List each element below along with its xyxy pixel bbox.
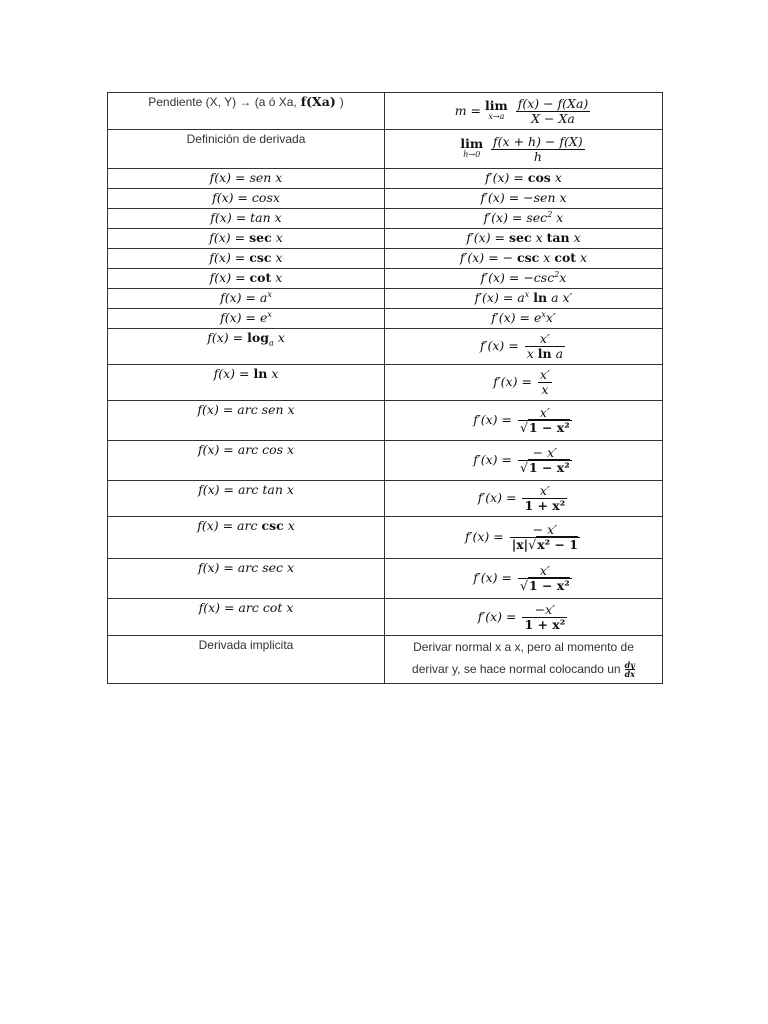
formula-bold: cot [554, 250, 577, 265]
formula-bold: csc [249, 250, 272, 265]
table-row [108, 93, 663, 130]
formula-part: f′(x) = [477, 490, 517, 505]
implicit-text-line2: derivar y, se hace normal colocando un [412, 662, 621, 676]
formula-part: f′(x) = −csc [480, 270, 555, 285]
formula-part: f′(x) = a [474, 290, 525, 305]
table-cell-label [108, 93, 385, 130]
sqrt-icon: √ [519, 460, 528, 475]
formula-bold: sec [249, 230, 272, 245]
slope-fx: f(Xa) [300, 94, 336, 109]
limit [485, 100, 508, 122]
table-row [108, 401, 663, 441]
dy: dy [624, 660, 635, 670]
fraction-den: h [491, 149, 585, 164]
fraction-num: f(x) − f(Xa) [517, 95, 589, 111]
table-cell-formula [385, 309, 663, 329]
fraction-den [518, 460, 572, 475]
table-cell-formula [385, 401, 663, 441]
radicand: 1 − x² [528, 460, 570, 475]
formula-part: x [275, 230, 283, 245]
table-cell-formula [385, 636, 663, 684]
fraction [522, 484, 567, 513]
formula-part: f′(x) = [473, 412, 512, 427]
fraction-num: − x′ [532, 445, 558, 460]
fraction [538, 368, 552, 397]
table-cell-label: f(x) = arc cot x [108, 599, 385, 636]
formula-part: f(x) = [213, 366, 250, 381]
fraction-num: x′ [539, 483, 550, 498]
formula-bold: ln [253, 366, 268, 381]
table-row [108, 599, 663, 636]
table-cell-formula [385, 249, 663, 269]
table-cell-label [108, 269, 385, 289]
formula-part: f′(x) = [466, 230, 506, 245]
exponent: x [541, 309, 546, 319]
lim-sub: x→a [488, 112, 505, 121]
radicand: 1 − x² [528, 578, 570, 593]
formula-part: x [271, 366, 279, 381]
slope-m: m = [454, 102, 481, 118]
sqrt-icon: √ [519, 578, 528, 593]
table-row [108, 441, 663, 481]
fraction [518, 446, 572, 475]
formula-part: f(x) = arc [197, 518, 258, 533]
formula-part: f(x) = [207, 330, 244, 345]
lim-text: lim [460, 136, 484, 151]
formula-part: f′(x) = − [459, 250, 514, 265]
radicand: 1 − x² [528, 420, 570, 435]
formula-part: x [277, 330, 285, 345]
formula-part: f′(x) = [477, 608, 517, 624]
formula-part: f′(x) = [464, 529, 504, 544]
formula-bold: cot [249, 270, 272, 285]
fraction-den: 1 + x² [524, 498, 566, 513]
formula-part: x [556, 210, 564, 225]
fraction-num: f(x + h) − f(X) [493, 133, 583, 149]
formula-part: a x′ [551, 290, 573, 305]
radicand: x² − 1 [537, 537, 579, 552]
formula-part: x [535, 230, 543, 245]
table-cell-label [108, 249, 385, 269]
exponent: x [267, 289, 272, 299]
slope-label: Pendiente (X, Y) → (a ó Xa, [148, 95, 297, 109]
fraction [516, 97, 591, 126]
table-row [108, 636, 663, 684]
table-row [108, 189, 663, 209]
formula-part: x [543, 250, 551, 265]
table-row [108, 309, 663, 329]
formula-bold: csc [261, 518, 284, 533]
fraction [518, 564, 572, 593]
fraction-den [518, 578, 572, 593]
formula-part: x [580, 250, 588, 265]
table-cell-label [108, 289, 385, 309]
formula-part: f(x) = a [220, 290, 268, 305]
formula-bold: ln [533, 290, 548, 305]
abs-x: |x| [511, 537, 529, 552]
implicit-text-line1: Derivar normal x a x, pero al momento de [413, 640, 634, 654]
sqrt-icon: √ [519, 420, 528, 435]
table-cell-label: f(x) = arc sec x [108, 559, 385, 599]
table-cell-formula [385, 93, 663, 130]
table-cell-label: f(x) = arc cos x [108, 441, 385, 481]
slope-close: ) [339, 95, 344, 109]
formula-part: x [573, 230, 581, 245]
dy-dx-fraction [625, 661, 635, 678]
table-row [108, 289, 663, 309]
table-cell-formula [385, 517, 663, 559]
table-cell-label [108, 329, 385, 365]
formula-part: f(x) = e [220, 310, 268, 325]
exponent: 2 [554, 269, 560, 279]
formula-part: f(x) = [209, 270, 246, 285]
table-cell-formula [385, 289, 663, 309]
fraction [518, 406, 572, 435]
table-row [108, 249, 663, 269]
fraction-num: − x′ [532, 522, 558, 537]
formula-bold: ln [537, 346, 552, 361]
exponent: x [267, 309, 272, 319]
formula-part: f(x) = [209, 230, 246, 245]
table-row [108, 365, 663, 401]
formula-part: f(x) = [209, 250, 246, 265]
fraction-den [518, 420, 572, 435]
limit [460, 138, 483, 160]
formula-part: f′(x) = e [491, 310, 542, 325]
table-cell-label [108, 309, 385, 329]
fraction-den [510, 537, 580, 552]
formula-bold: cos [527, 170, 551, 185]
formula-part: x [526, 346, 534, 361]
fraction-num: x′ [539, 367, 550, 382]
fraction [522, 603, 567, 632]
table-cell-formula [385, 481, 663, 517]
table-cell-formula [385, 229, 663, 249]
table-cell-formula [385, 365, 663, 401]
table-row [108, 169, 663, 189]
table-cell-formula [385, 441, 663, 481]
table-cell-formula: f′(x) = −sen x [385, 189, 663, 209]
formula-part: x [287, 518, 295, 533]
formula-bold: csc [517, 250, 540, 265]
derivative-definition-label: Definición de derivada [186, 132, 306, 146]
formula-part: f′(x) = [479, 338, 519, 353]
table-row [108, 229, 663, 249]
formula-bold: log [247, 330, 269, 345]
table-cell-formula [385, 269, 663, 289]
table-cell-label: f(x) = arc sen x [108, 401, 385, 441]
formula-part: x [275, 250, 283, 265]
table-cell-formula [385, 559, 663, 599]
formula-part: x [559, 270, 567, 285]
derivatives-table [107, 92, 663, 684]
fraction-den: 1 + x² [524, 616, 566, 632]
formula-part: f′(x) = [473, 452, 512, 467]
formula-part: f′(x) = [473, 570, 512, 585]
formula-part: x [554, 170, 562, 185]
formula-part: a [555, 346, 564, 361]
table-cell-label: f(x) = tan x [108, 209, 385, 229]
table-cell-label [108, 229, 385, 249]
table-row [108, 517, 663, 559]
subscript: a [268, 338, 274, 348]
fraction-den: X − Xa [516, 111, 591, 126]
table-row [108, 209, 663, 229]
fraction-num: x′ [539, 563, 550, 578]
formula-part: f′(x) = sec [483, 210, 548, 225]
table-cell-formula [385, 329, 663, 365]
table-row [108, 130, 663, 169]
table-cell-formula [385, 130, 663, 169]
formula-part: x′ [545, 310, 556, 325]
formula-bold: tan [546, 230, 570, 245]
table-cell-label: f(x) = sen x [108, 169, 385, 189]
dx: dx [624, 669, 635, 679]
table-cell-label: f(x) = arc tan x [108, 481, 385, 517]
formula-part: f′(x) = [493, 374, 532, 389]
lim-text: lim [484, 98, 508, 113]
table-row [108, 559, 663, 599]
table-cell-label [108, 636, 385, 684]
table-row [108, 329, 663, 365]
fraction-den [525, 346, 565, 361]
formula-part: x [275, 270, 283, 285]
lim-sub: h→0 [463, 150, 481, 159]
exponent: 2 [547, 209, 553, 219]
table-cell-label [108, 130, 385, 169]
table-cell-label: f(x) = cosx [108, 189, 385, 209]
fraction-num: x′ [539, 405, 550, 420]
fraction [491, 135, 585, 164]
table-cell-label [108, 365, 385, 401]
fraction [525, 332, 565, 361]
fraction [510, 523, 580, 552]
fraction-num: −x′ [534, 601, 556, 617]
formula-bold: sec [509, 230, 532, 245]
fraction-num: x′ [539, 331, 550, 346]
exponent: x [524, 289, 530, 299]
fraction-den: x [538, 382, 552, 397]
table-cell-formula [385, 169, 663, 189]
formula-part: f′(x) = [485, 170, 524, 185]
table-row [108, 481, 663, 517]
table-cell-label [108, 517, 385, 559]
sqrt-icon: √ [528, 537, 537, 552]
table-cell-formula [385, 599, 663, 636]
implicit-derivative-label: Derivada implicita [198, 638, 294, 652]
table-row [108, 269, 663, 289]
table-cell-formula [385, 209, 663, 229]
